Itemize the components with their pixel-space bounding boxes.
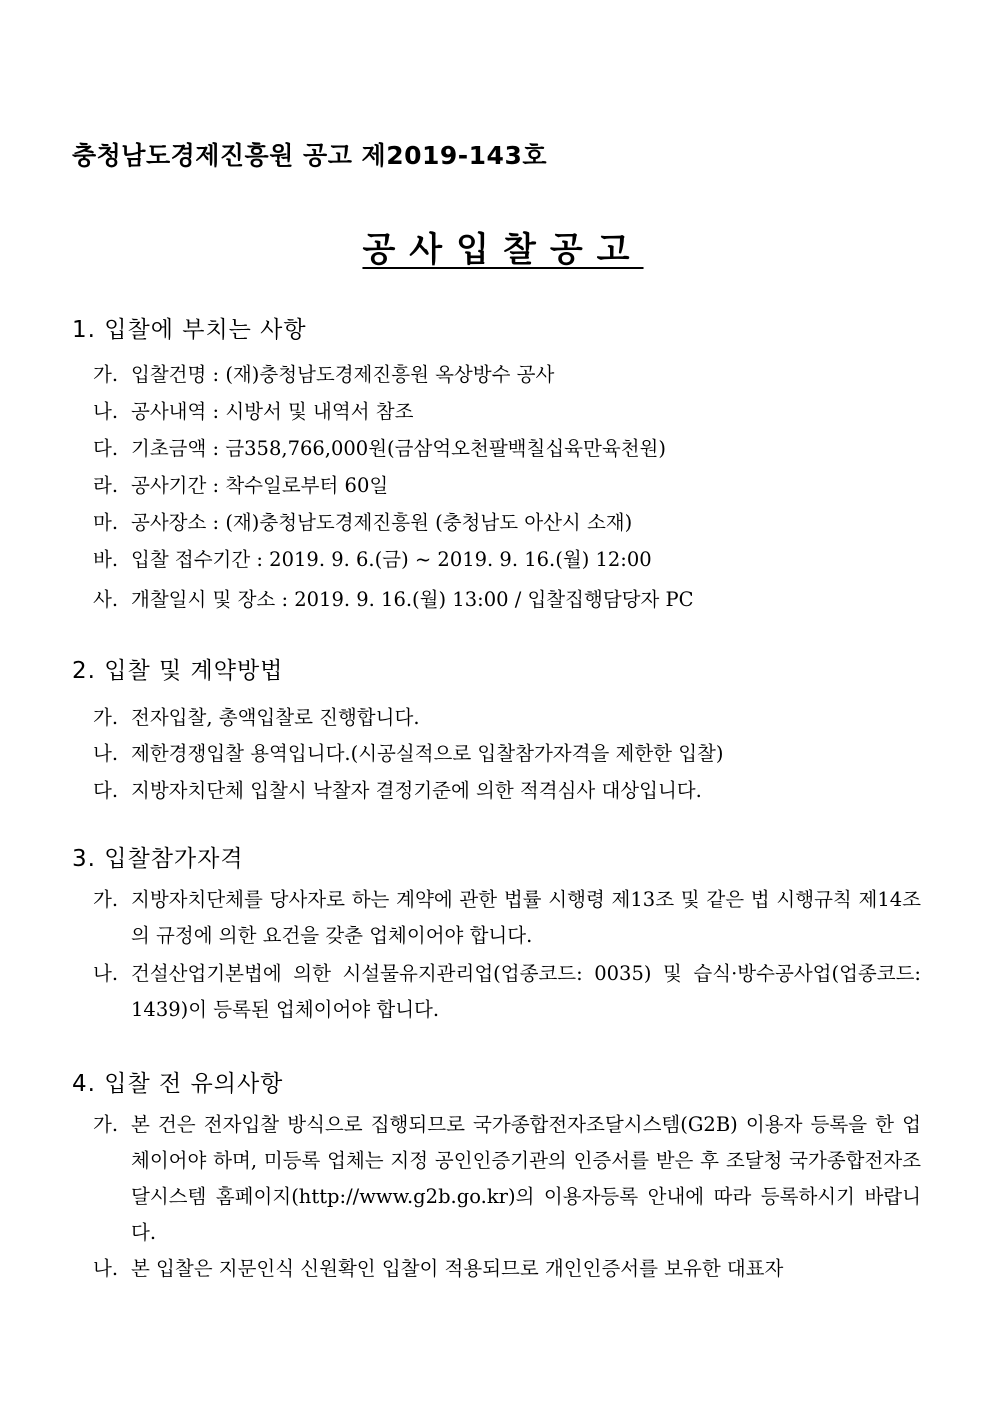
section-2-item-da [93, 775, 923, 803]
item-text: 입찰건명 : (재)충청남도경제진흥원 옥상방수 공사 [131, 363, 555, 386]
item-marker: 다. [93, 437, 119, 460]
item-text: 지방자치단체를 당사자로 하는 계약에 관한 법률 시행령 제13조 및 같은 법 시행규칙 제14조의 규정에 의한 요건을 갖춘 업체이어야 합니다. [131, 888, 921, 947]
item-text: 공사기간 : 착수일로부터 60일 [131, 474, 389, 497]
item-text: 기초금액 : 금358,766,000원(금삼억오천팔백칠십육만육천원) [131, 437, 666, 460]
document-title-text: 공사입찰공고 [362, 230, 644, 270]
item-marker: 가. [93, 888, 119, 911]
item-marker: 사. [93, 588, 119, 611]
section-heading-3: 3. 입찰참가자격 [72, 846, 244, 872]
item-marker: 가. [93, 1113, 119, 1136]
item-marker: 가. [93, 706, 119, 729]
section-1-item-sa [93, 584, 923, 612]
section-heading-4: 4. 입찰 전 유의사항 [72, 1071, 284, 1097]
section-1-item-na [93, 396, 923, 424]
item-marker: 가. [93, 363, 119, 386]
item-text: 본 입찰은 지문인식 신원확인 입찰이 적용되므로 개인인증서를 보유한 대표자 [131, 1257, 784, 1280]
section-4-item-ga [93, 1107, 921, 1251]
item-marker: 나. [93, 400, 119, 423]
notice-number: 충청남도경제진흥원 공고 제2019-143호 [72, 141, 547, 170]
item-marker: 나. [93, 1257, 119, 1280]
section-1-item-ra [93, 470, 923, 498]
section-heading-2: 2. 입찰 및 계약방법 [72, 658, 284, 684]
item-marker: 라. [93, 474, 119, 497]
item-text: 공사장소 : (재)충청남도경제진흥원 (충청남도 아산시 소재) [131, 511, 633, 534]
section-4-item-na [93, 1251, 921, 1287]
item-text: 지방자치단체 입찰시 낙찰자 결정기준에 의한 적격심사 대상입니다. [131, 779, 702, 802]
item-marker: 마. [93, 511, 119, 534]
item-marker: 나. [93, 742, 119, 765]
item-text: 개찰일시 및 장소 : 2019. 9. 16.(월) 13:00 / 입찰집행담당자 PC [131, 588, 694, 611]
section-1-item-ba [93, 544, 923, 572]
section-3-item-ga [93, 882, 921, 954]
section-1-item-ma [93, 507, 923, 535]
document-title [0, 222, 992, 271]
section-3-item-na [93, 956, 921, 1028]
item-text: 본 건은 전자입찰 방식으로 집행되므로 국가종합전자조달시스템(G2B) 이용자 등록을 한 업체이어야 하며, 미등록 업체는 지정 공인인증기관의 인증서를 받은 후 조달청 국가종합전자조달시스템 홈페이지(http://www.g2b.go.kr)의 이용자등록 안내에 따라 등록하시기 바랍니다. [131, 1113, 921, 1244]
item-marker: 나. [93, 962, 119, 985]
item-text: 전자입찰, 총액입찰로 진행합니다. [131, 706, 420, 729]
section-1-item-da [93, 433, 923, 461]
item-text: 입찰 접수기간 : 2019. 9. 6.(금) ~ 2019. 9. 16.(월) 12:00 [131, 548, 652, 571]
section-2-item-na [93, 738, 923, 766]
section-1-item-ga [93, 359, 923, 387]
item-text: 공사내역 : 시방서 및 내역서 참조 [131, 400, 414, 423]
item-marker: 다. [93, 779, 119, 802]
section-2-item-ga [93, 702, 923, 730]
section-heading-1: 1. 입찰에 부치는 사항 [72, 317, 307, 343]
item-text: 제한경쟁입찰 용역입니다.(시공실적으로 입찰참가자격을 제한한 입찰) [131, 742, 724, 765]
item-text: 건설산업기본법에 의한 시설물유지관리업(업종코드: 0035) 및 습식·방수공사업(업종코드: 1439)이 등록된 업체이어야 합니다. [131, 962, 921, 1021]
item-marker: 바. [93, 548, 119, 571]
